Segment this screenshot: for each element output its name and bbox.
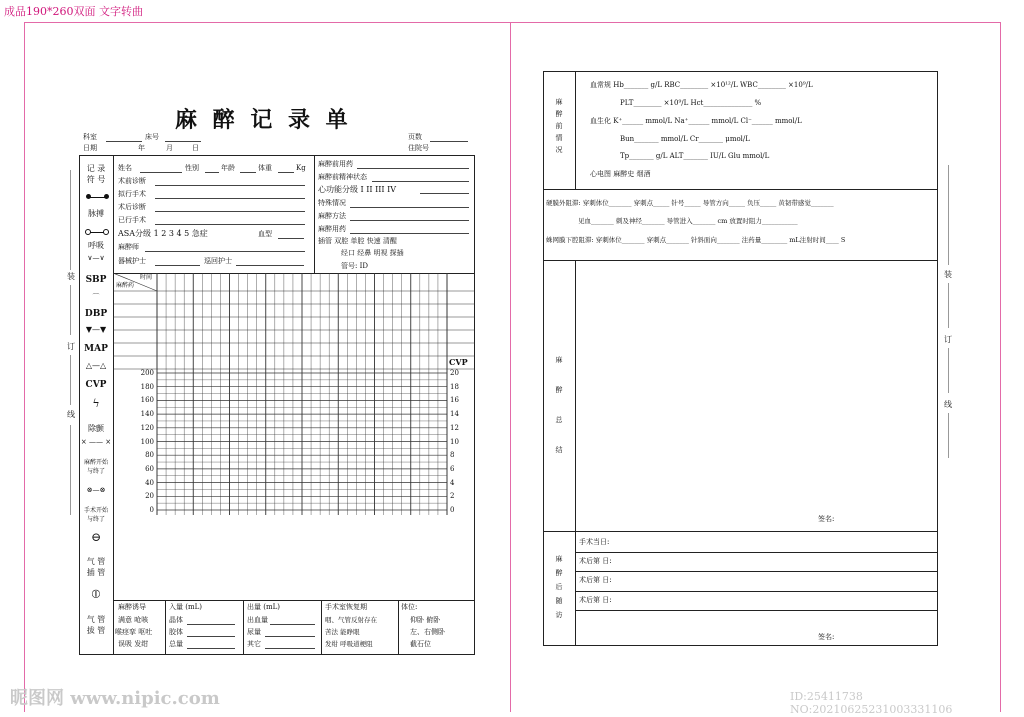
summary-sign: 签名:	[818, 515, 835, 523]
pulse-label: 脉搏	[88, 209, 104, 218]
left-axis-tick: 180	[140, 382, 154, 391]
summary-label: 麻 醉 总 结	[555, 356, 563, 454]
intubation-icon: ⊖	[90, 530, 102, 544]
asa-label: ASA分级 1 2 3 4 5 急症	[118, 229, 208, 238]
pre-dx-label: 术前诊断	[118, 177, 146, 185]
drugs-label: 麻醉用药	[318, 225, 346, 233]
tremor-icon: ϟ	[92, 397, 100, 410]
sbp-label: SBP	[85, 275, 107, 285]
mental-label: 麻醉前精神状态	[318, 173, 367, 181]
epidural-row1: 硬膜外阻滞: 穿刺体位_______ 穿刺点_____ 针号_____ 导管方向_____ 负压_____ 黄韧带感觉_______	[546, 199, 834, 207]
premed-label: 麻醉前用药	[318, 160, 353, 168]
right-axis-tick: 20	[450, 369, 459, 377]
map-label: MAP	[84, 344, 108, 354]
binding-char: 订	[67, 342, 75, 351]
binding-char: 线	[944, 400, 952, 409]
binding-char: 装	[67, 272, 75, 281]
special-label: 特殊情况	[318, 199, 346, 207]
right-axis-tick: 8	[450, 451, 455, 460]
tube-no: 管号: ID	[341, 262, 368, 270]
cbc-row: 血常规 Hb_______ g/L RBC________ ×10¹²/L WBC________ ×10⁹/L	[590, 81, 813, 89]
nurse-label: 器械护士	[118, 257, 146, 265]
bed-label: 床号	[145, 133, 159, 141]
planned-op-label: 拟行手术	[118, 190, 146, 198]
right-axis-tick: 14	[450, 410, 459, 419]
induction-label: 麻醉诱导	[118, 603, 146, 611]
right-axis-tick: 16	[450, 396, 459, 405]
watermark-site: 昵图网 www.nipic.com	[10, 688, 220, 709]
preop-label: 麻 醉 前 情 况	[555, 98, 563, 154]
vitals-grid	[113, 273, 475, 515]
op-start-label: 手术开始 与终了	[83, 507, 108, 523]
cvp-label: CVP	[85, 380, 107, 390]
method-label: 麻醉方法	[318, 212, 346, 220]
right-axis-tick: 18	[450, 382, 459, 391]
grid-drug-label: 麻醉药	[116, 282, 135, 289]
output-label: 出量 (mL)	[247, 603, 280, 611]
extubation-label: 气 管 拔 管	[86, 615, 106, 635]
right-axis-tick: 4	[450, 478, 455, 487]
left-axis-tick: 120	[140, 423, 154, 432]
anes-start-label: 麻醉开始 与终了	[83, 459, 108, 475]
date-label: 日期	[83, 144, 97, 152]
dept-label: 科室	[83, 133, 97, 141]
left-axis-tick: 200	[140, 369, 154, 377]
binding-char: 装	[944, 270, 952, 279]
epidural-row2: 见血_______ 刺及神经_______ 导管进入_______ cm 放置时阻力___________	[578, 217, 798, 225]
crop-line-center	[510, 22, 511, 712]
left-axis-tick: 80	[145, 451, 154, 460]
bio-row: 血生化 K⁺______ mmol/L Na⁺______ mmol/L Cl⁻______ mmol/L	[590, 117, 802, 125]
done-op-label: 已行手术	[118, 216, 146, 224]
intubation-label: 气 管 插 管	[86, 557, 106, 577]
followup-row: 术后第 日:	[579, 576, 612, 584]
left-axis-tick: 20	[145, 492, 154, 501]
left-axis-tick: 0	[149, 506, 154, 514]
binding-char: 订	[944, 335, 952, 344]
name-label: 姓名	[118, 164, 132, 172]
crop-line-left	[24, 22, 25, 712]
extubation-icon: ⦶	[91, 587, 101, 601]
followup-row: 术后第 日:	[579, 557, 612, 565]
form-title: 麻 醉 记 录 单	[175, 107, 352, 133]
binding-char: 线	[67, 410, 75, 419]
dbp-label: DBP	[84, 309, 108, 319]
bio-row2: Bun_______ mmol/L Cr_______ μmol/L	[620, 135, 750, 143]
cvp-axis-label: CVP	[449, 357, 468, 367]
right-axis-tick: 10	[450, 437, 459, 446]
bio-row3: Tp_______ g/L ALT_______ IU/L Glu mmol/L	[620, 152, 770, 160]
tremor-label: 除颤	[88, 424, 104, 433]
record-symbols-label: 记 录 符 号	[86, 164, 106, 184]
crop-line-top	[24, 22, 1000, 23]
post-dx-label: 术后诊断	[118, 203, 146, 211]
spinal-row: 蛛网膜下腔阻滞: 穿刺体位_______ 穿刺点_______ 针斜面向_______ 注药量________ mL注射时间____ S	[546, 236, 846, 244]
left-axis-tick: 100	[140, 437, 154, 446]
recovery-label: 手术室恢复期	[325, 603, 367, 611]
right-axis-tick: 2	[450, 492, 455, 501]
page-label: 页数	[408, 133, 422, 141]
anesthetist-label: 麻醉师	[118, 243, 139, 251]
left-axis-tick: 60	[145, 464, 154, 473]
watermark-id: ID:25411738 NO:20210625231003331106	[790, 690, 953, 716]
intake-label: 入量 (mL)	[169, 603, 202, 611]
cardiac-label: 心功能分级 I II III IV	[318, 185, 397, 194]
followup-day: 手术当日:	[579, 538, 610, 546]
followup-label: 麻 醉 后 随 访	[555, 555, 563, 619]
left-axis-tick: 140	[140, 410, 154, 419]
misc-row: 心电图 麻醉史 烟酒	[590, 170, 651, 178]
grid-time-label: 时间	[140, 274, 153, 281]
intub-row2: 经口 经鼻 明视 探插	[341, 249, 404, 257]
right-axis-tick: 0	[450, 506, 455, 514]
right-axis-tick: 6	[450, 464, 455, 473]
left-axis-tick: 40	[145, 478, 154, 487]
intub-row1: 插管 双腔 单腔 快速 清醒	[318, 237, 397, 245]
position-label: 体位:	[401, 603, 418, 611]
resp-label: 呼吸	[88, 241, 104, 250]
followup-sign: 签名:	[818, 633, 835, 641]
left-axis-tick: 160	[140, 396, 154, 405]
print-note: 成品190*260双面 文字转曲	[4, 5, 143, 18]
admission-label: 住院号	[408, 144, 429, 152]
followup-row: 术后第 日:	[579, 596, 612, 604]
cbc-row2: PLT________ ×10⁹/L Hct______________ %	[620, 99, 762, 107]
crop-line-right	[1000, 22, 1001, 712]
right-axis-tick: 12	[450, 423, 459, 432]
